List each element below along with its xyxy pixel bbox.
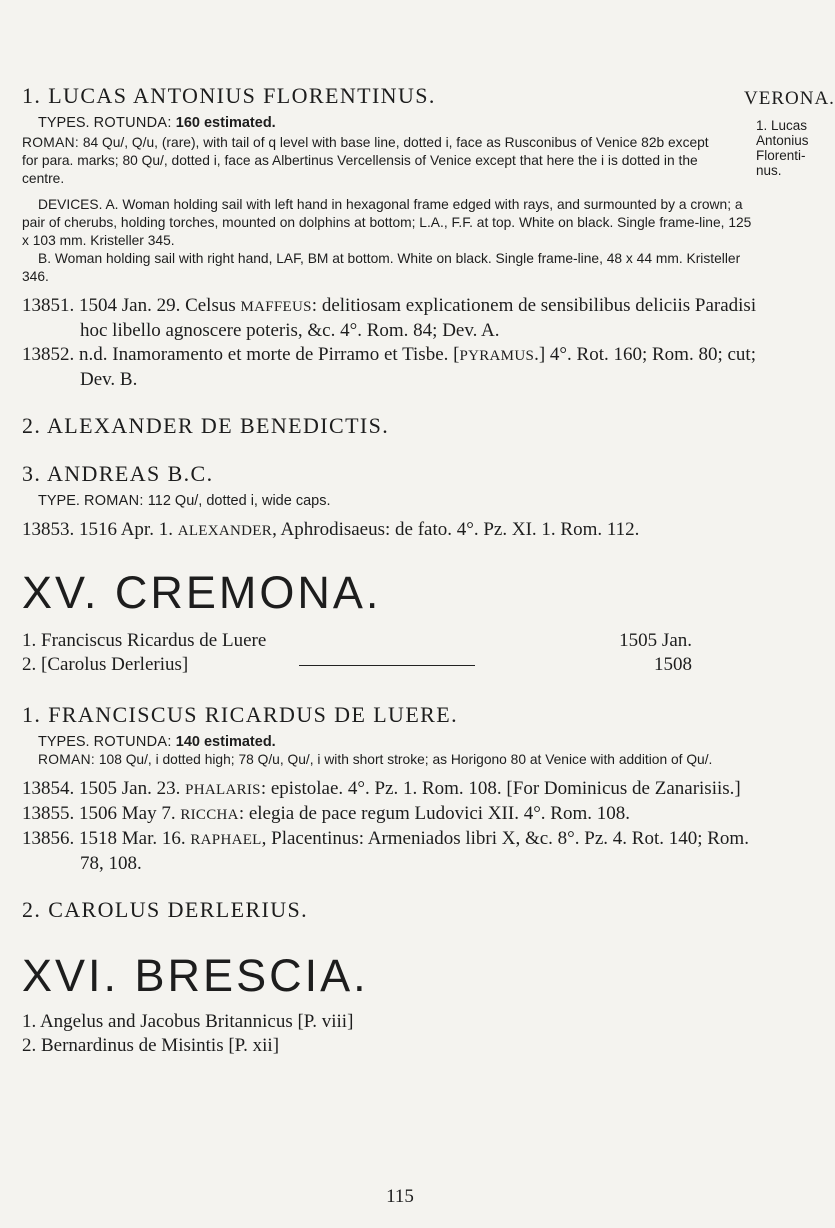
rotunda-label: ROTUNDA: <box>93 115 172 131</box>
list-item: 2. Bernardinus de Misintis [P. xii] <box>22 1035 280 1056</box>
section-heading: 2. CAROLUS DERLERIUS. <box>22 897 309 922</box>
page-number: 115 <box>386 1186 414 1207</box>
entry-number: 13855. <box>22 803 75 824</box>
margin-place: VERONA. <box>744 88 835 109</box>
rotunda-value: 140 estimated. <box>175 734 276 750</box>
list-item <box>22 629 692 653</box>
entry-author: ALEXANDER <box>177 523 273 539</box>
types-line <box>38 114 698 132</box>
entry-date: 1516 Apr. 1. <box>79 519 173 540</box>
printer-list <box>22 629 692 677</box>
section-heading: 3. ANDREAS B.C. <box>22 461 214 486</box>
devices-a: DEVICES. A. Woman holding sail with left hand in hexagonal frame edged with rays, and surmounted by a crown; a pair of cherubs, holding torches, mounted on dolphins at bottom; L.A., F.F. at top. White on black. Single frame-line, 125 x 103 mm. Kristeller 345. <box>22 197 752 248</box>
divider <box>299 665 475 666</box>
printer-date: 1505 Jan. <box>619 630 692 651</box>
entry-author: RICCHA <box>180 807 239 823</box>
section-heading: 1. FRANCISCUS RICARDUS DE LUERE. <box>22 702 458 727</box>
list-item: 1. Angelus and Jacobus Britannicus [P. viii] <box>22 1011 354 1032</box>
devices-b: B. Woman holding sail with right hand, LAF, BM at bottom. White on black. Single frame-line, 48 x 44 mm. Kristeller 346. <box>22 251 741 284</box>
list-item <box>22 802 758 827</box>
printer-list <box>22 1010 758 1058</box>
entry-author: PHALARIS <box>185 782 261 798</box>
entry-text: : elegia de pace regum Ludovici XII. 4°. Rom. 108. <box>238 803 630 824</box>
rotunda-label: ROTUNDA: <box>93 734 172 750</box>
roman-label: ROMAN: <box>83 493 144 509</box>
printer-date: 1508 <box>654 654 692 675</box>
page-body <box>22 82 758 1058</box>
margin-note: 1. Lucas Antonius Florenti-nus. <box>756 118 809 178</box>
types-line <box>38 733 758 751</box>
entry-date: 1505 Jan. 23. <box>79 778 181 799</box>
entry-text: , Aphrodisaeus: de fato. 4°. Pz. XI. 1. Rom. 112. <box>272 519 640 540</box>
roman-desc <box>38 751 728 769</box>
list-item <box>22 827 758 876</box>
entry-number: 13856. <box>22 828 75 849</box>
types-label: TYPE. <box>38 493 80 509</box>
types-label: TYPES. <box>38 115 90 131</box>
roman-value: 112 Qu/, dotted i, wide caps. <box>147 493 331 509</box>
entry-author: PYRAMUS <box>459 348 535 364</box>
section-heading: 1. LUCAS ANTONIUS FLORENTINUS. <box>22 83 436 108</box>
entry-list <box>22 294 758 392</box>
entry-text: : delitiosam explicationem de sensibilibus deliciis Paradisi hoc libello agnoscere poteris, &c. 4°. Rom. 84; Dev. A. <box>80 295 757 341</box>
roman-label: ROMAN: <box>22 135 79 150</box>
entry-number: 13852. <box>22 344 75 365</box>
list-item <box>22 294 758 343</box>
entry-number: 13853. <box>22 519 75 540</box>
city-heading: XV. CREMONA. <box>22 567 382 618</box>
printer-name: 2. [Carolus Derlerius] <box>22 654 189 675</box>
roman-text: 108 Qu/, i dotted high; 78 Q/u, Qu/, i with short stroke; as Horigono 80 at Venice with addition of Qu/. <box>98 752 713 767</box>
entry-date: 1518 Mar. 16. <box>79 828 186 849</box>
rotunda-value: 160 estimated. <box>175 115 276 131</box>
roman-text: 84 Qu/, Q/u, (rare), with tail of q level with base line, dotted i, face as Rusconibus of Venice 82b except for para. marks; 80 Qu/, dotted i, face as Albertinus Vercellensis of Venice except that here the i is dotted in the centre. <box>22 135 709 186</box>
list-item <box>22 777 758 802</box>
entry-date: 1506 May 7. <box>79 803 176 824</box>
entry-text: , Placentinus: Armeniados libri X, &c. 8°. Pz. 4. Rot. 140; Rom. 78, 108. <box>80 828 749 874</box>
roman-label: ROMAN: <box>38 752 95 767</box>
entry-date: n.d. Inamoramento et morte de Pirramo et Tisbe. [ <box>79 344 460 365</box>
printer-name: 1. Franciscus Ricardus de Luere <box>22 630 267 651</box>
list-item <box>22 343 758 392</box>
entry-number: 13854. <box>22 778 75 799</box>
entry-list <box>22 777 758 876</box>
types-line <box>38 492 758 510</box>
entry-author: MAFFEUS <box>240 299 312 315</box>
entry-number: 13851. <box>22 295 75 316</box>
types-label: TYPES. <box>38 734 90 750</box>
entry-text: .] 4°. Rot. 160; Rom. 80; cut; Dev. B. <box>80 344 756 390</box>
list-item <box>22 518 758 543</box>
roman-desc <box>22 134 720 188</box>
entry-date: 1504 Jan. 29. Celsus <box>79 295 236 316</box>
city-heading: XVI. BRESCIA. <box>22 950 369 1001</box>
entry-text: : epistolae. 4°. Pz. 1. Rom. 108. [For Dominicus de Zanarisiis.] <box>260 778 741 799</box>
section-heading: 2. ALEXANDER DE BENEDICTIS. <box>22 413 390 438</box>
entry-author: RAPHAEL <box>190 832 262 848</box>
